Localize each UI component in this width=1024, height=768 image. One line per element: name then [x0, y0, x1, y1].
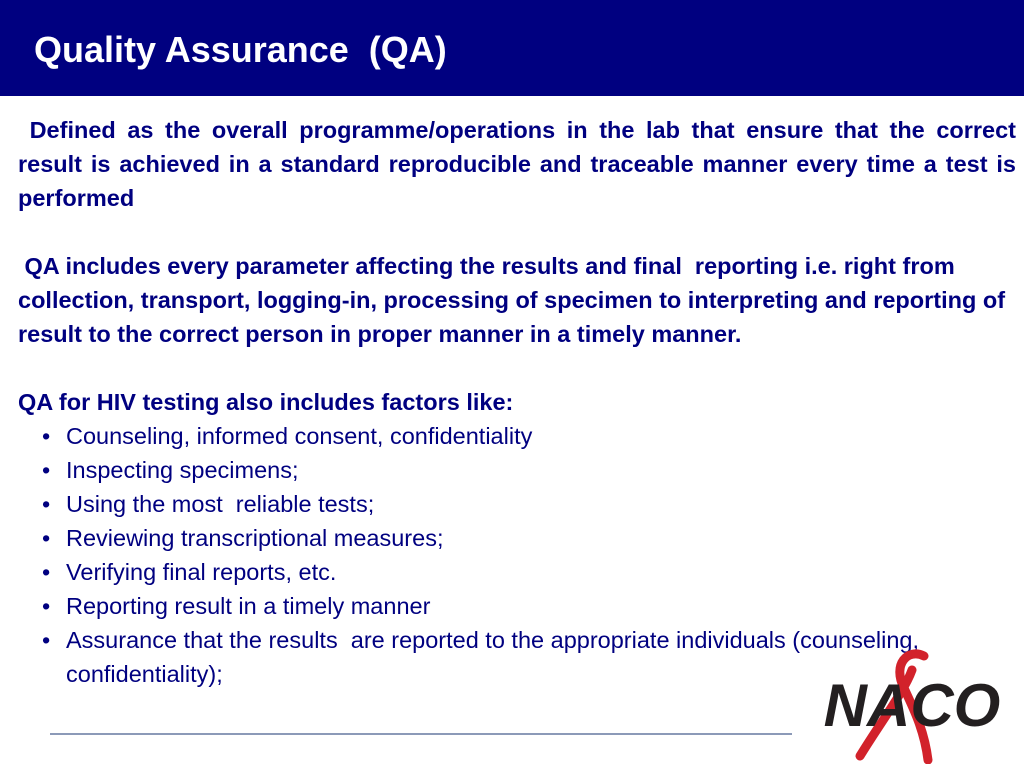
bullet-icon: •	[42, 627, 51, 653]
list-item-text: Assurance that the results are reported to the appropriate individuals (counseling, confidentiality);	[66, 627, 926, 687]
bullet-icon: •	[42, 423, 51, 449]
logo-text: NACO	[823, 672, 1001, 739]
bullet-icon: •	[42, 491, 51, 517]
naco-logo	[812, 648, 1012, 764]
list-item-text: Verifying final reports, etc.	[66, 559, 337, 585]
title-bar	[0, 0, 1024, 96]
list-item-text: Counseling, informed consent, confidentiality	[66, 423, 533, 449]
list-item	[18, 589, 966, 623]
list-item	[18, 453, 966, 487]
list-item-text: Inspecting specimens;	[66, 457, 299, 483]
list-item	[18, 419, 966, 453]
list-item	[18, 521, 966, 555]
list-item-text: Using the most reliable tests;	[66, 491, 375, 517]
bullet-icon: •	[42, 593, 51, 619]
footer-divider	[50, 733, 792, 735]
list-item-text: Reporting result in a timely manner	[66, 593, 431, 619]
list-heading: QA for HIV testing also includes factors like:	[18, 389, 514, 415]
bullet-icon: •	[42, 457, 51, 483]
list-item-text: Reviewing transcriptional measures;	[66, 525, 444, 551]
bullet-icon: •	[42, 559, 51, 585]
bullet-icon: •	[42, 525, 51, 551]
list-item	[18, 487, 966, 521]
list-item	[18, 555, 966, 589]
definition-paragraph: Defined as the overall programme/operations in the lab that ensure that the correct result is achieved in a standard reproducible and traceable manner every time a test is performed	[18, 117, 1023, 211]
scope-paragraph: QA includes every parameter affecting the results and final reporting i.e. right from collection, transport, logging-in, processing of specimen to interpreting and reporting of result to the correct person in proper manner in a timely manner.	[18, 253, 1012, 347]
slide-content	[18, 113, 1023, 691]
slide-title: Quality Assurance (QA)	[34, 29, 447, 70]
